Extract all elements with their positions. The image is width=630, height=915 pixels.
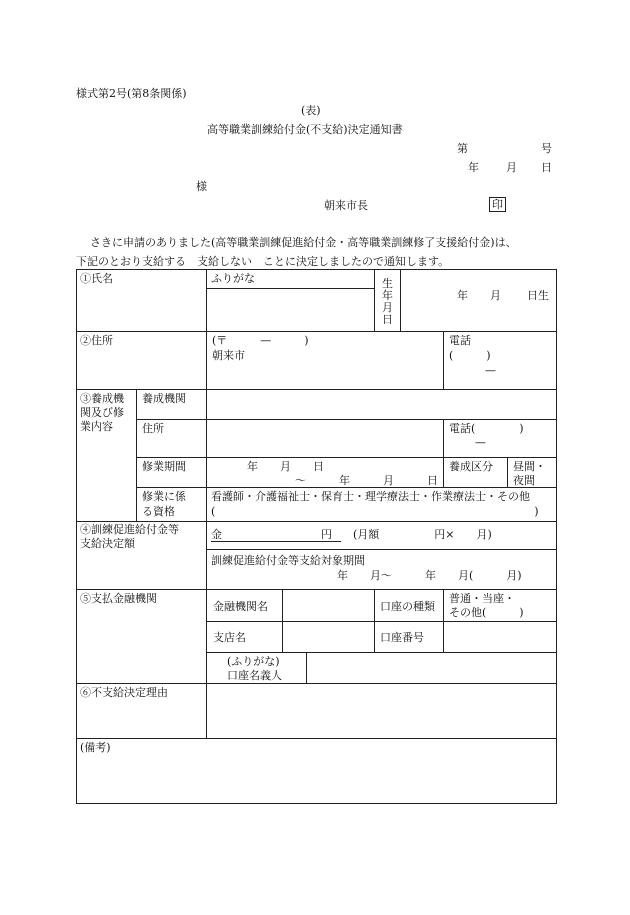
issue-date-month: 月: [506, 161, 517, 174]
study-period-to: ～ 年 月 日: [295, 474, 438, 487]
institution-label: 養成機関: [142, 392, 186, 405]
doc-number-prefix: 第: [457, 142, 468, 155]
payment-period-label: 訓練促進給付金等支給対象期間: [211, 554, 365, 567]
city-name: 朝来市: [212, 349, 245, 362]
day-night-option-2: 夜間: [513, 474, 535, 487]
name-label: ①氏名: [80, 272, 113, 285]
addressee-honorific: 様: [196, 180, 207, 193]
birth-day: 日生: [527, 289, 549, 302]
training-label-1: ③養成機: [80, 392, 124, 405]
institution-phone-dash: —: [475, 436, 486, 449]
course-type-label: 養成区分: [449, 460, 493, 473]
birth-label-2: 年: [382, 289, 393, 302]
phone-label: 電話: [449, 334, 471, 347]
issue-date-day: 日: [541, 161, 552, 174]
account-type-label: 口座の種類: [380, 600, 435, 613]
institution-address-label: 住所: [142, 422, 164, 435]
training-label-3: 業内容: [80, 420, 113, 433]
qualification-other: ( ): [211, 505, 539, 518]
amount-yen: 円: [321, 528, 332, 541]
non-payment-reason-label: ⑥不支給決定理由: [80, 686, 168, 699]
account-type-option-1: 普通・当座・: [449, 592, 515, 605]
address-label: ②住所: [80, 334, 113, 347]
birth-month: 月: [490, 289, 501, 302]
amount-field: [211, 529, 341, 542]
institution-phone: 電話( ): [449, 422, 524, 435]
payment-period-range: 年 月～ 年 月( 月): [337, 569, 522, 582]
form-number: 様式第2号(第8条関係): [76, 87, 187, 100]
qualification-label-1: 修業に係: [142, 490, 186, 503]
issue-date-year: 年: [468, 161, 479, 174]
phone-dash: —: [485, 364, 496, 377]
form-side-label: (表): [301, 104, 321, 117]
study-period-label: 修業期間: [142, 460, 186, 473]
account-type-option-2: その他( ): [449, 606, 524, 619]
bank-name-label: 金融機関名: [213, 600, 268, 613]
intro-line-2: 下記のとおり支給する 支給しない ことに決定しましたので通知します。: [76, 255, 450, 268]
monthly-amount: (月額 円× 月): [353, 528, 492, 541]
birth-label-3: 月: [382, 301, 393, 314]
study-period-from: 年 月 日: [247, 460, 324, 473]
birth-year: 年: [457, 289, 468, 302]
amount-prefix: 金: [211, 528, 222, 541]
postal-code: (〒 — ): [212, 334, 309, 347]
qualification-options: 看護師・介護福祉士・保育士・理学療法士・作業療法士・その他: [211, 490, 530, 503]
furigana-label: ふりがな: [211, 272, 255, 285]
day-night-option-1: 昼間・: [513, 460, 546, 473]
document-title: 高等職業訓練給付金(不支給)決定通知書: [207, 123, 403, 136]
doc-number-suffix: 号: [541, 142, 552, 155]
birth-label-4: 日: [382, 313, 393, 326]
holder-furigana-label: (ふりがな): [227, 655, 280, 668]
birth-label-1: 生: [382, 277, 393, 290]
branch-label: 支店名: [213, 631, 246, 644]
training-label-2: 関及び修: [80, 406, 124, 419]
account-number-label: 口座番号: [380, 631, 424, 644]
bank-label: ⑤支払金融機関: [80, 592, 157, 605]
payment-label-1: ④訓練促進給付金等: [80, 523, 179, 536]
payment-label-2: 支給決定額: [80, 537, 135, 550]
issuer-name: 朝来市長: [324, 199, 368, 212]
account-holder-label: 口座名義人: [227, 669, 282, 682]
intro-line-1: さきに申請のありました(高等職業訓練促進給付金・高等職業訓練修了支援給付金)は、: [90, 236, 517, 249]
qualification-label-2: る資格: [142, 505, 175, 518]
remarks-label: (備考): [80, 741, 111, 754]
seal-mark: 印: [489, 197, 506, 212]
phone-area-code: ( ): [449, 349, 491, 362]
